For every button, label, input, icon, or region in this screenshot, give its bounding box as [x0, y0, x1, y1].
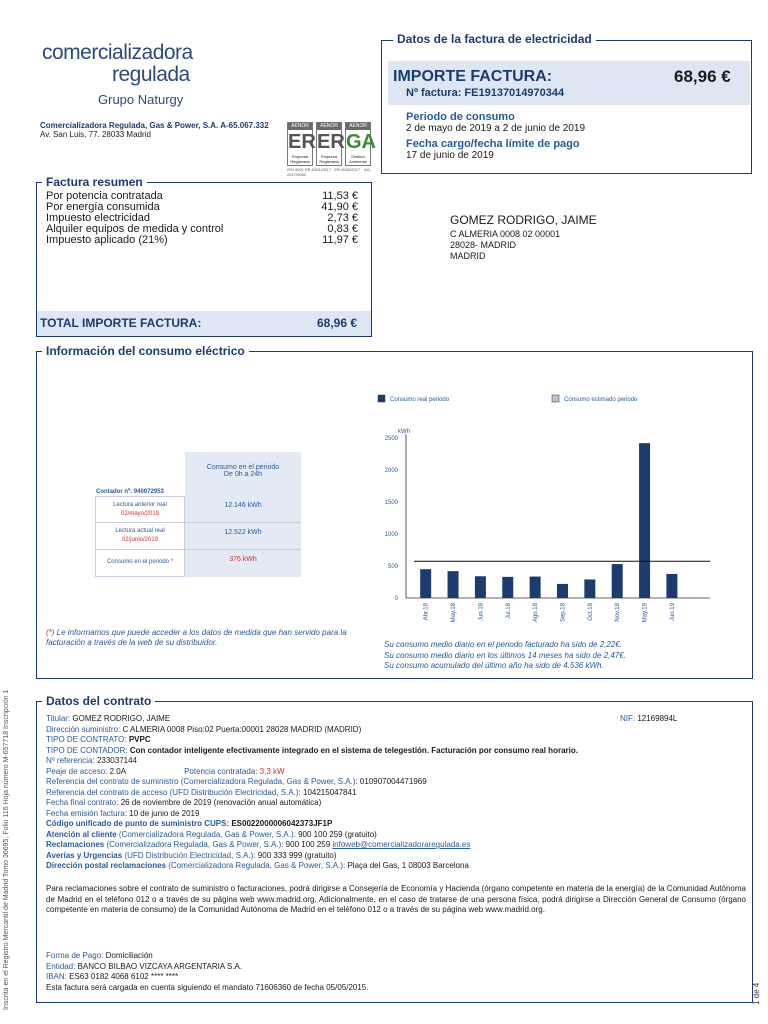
nif: NIF: 12169894L [620, 714, 678, 723]
logo-line1: comercializadora [42, 41, 193, 64]
legend-swatch [552, 395, 559, 402]
entidad: Entidad: BANCO BILBAO VIZCAYA ARGENTARIA S.A. [46, 961, 243, 971]
contrato-line: Atención al cliente (Comercializadora Regulada, Gas & Power, S.A.): 900 100 259 (gratuito) [46, 829, 377, 839]
y-tick-label: 2500 [384, 436, 398, 442]
resumen-items [46, 191, 358, 246]
contrato-line: Peaje de acceso: 2.0A Potencia contratada: 3,3 kW [46, 766, 285, 776]
contrato-line: Código unificado de punto de suministro CUPS: ES0022000006042373JF1P [46, 819, 333, 828]
consumption-chart [370, 388, 740, 628]
resumen-item: Por energía consumida 41,90 € [46, 201, 358, 213]
x-tick-label: Jun.18 [478, 603, 485, 622]
bar [530, 577, 541, 598]
lectura-anterior: Lectura anterior real 02/mayo/2019 [113, 502, 167, 517]
consumo-title: Información del consumo eléctrico [42, 344, 249, 358]
x-tick-label: Sep.18 [560, 603, 567, 623]
x-tick-label: Ago.18 [533, 603, 540, 623]
contrato-line: TIPO DE CONTADOR: Con contador inteligente efectivamente integrado en el sistema de telegestión. Facturación por consumo real horario. [46, 745, 578, 755]
legend-swatch [378, 395, 385, 402]
bar [502, 577, 513, 598]
bar [612, 564, 623, 598]
bar [475, 576, 486, 598]
contrato-line: Reclamaciones (Comercializadora Regulada, Gas & Power, S.A.): 900 100 259 infoweb@comercializadoraregulada.es [46, 840, 471, 849]
certification-logo: AENOR ER Empresa Registrada [317, 123, 345, 164]
customer-address: C ALMERIA 0008 02 00001 28028- MADRID MADRID [450, 229, 561, 261]
bar [584, 579, 595, 598]
contrato-title: Datos del contrato [42, 694, 155, 708]
contrato-line: Nº referencia: 233037144 [46, 756, 137, 765]
bar [639, 443, 650, 598]
x-tick-label: May.19 [642, 603, 649, 623]
table-header: Consumo en el periodo De 0h a 24h [206, 464, 280, 478]
contrato-line: Fecha emisión factura: 10 de junio de 2019 [46, 808, 200, 818]
total-label: TOTAL IMPORTE FACTURA: [40, 316, 202, 330]
bar [420, 569, 431, 598]
periodo-value: 2 de mayo de 2019 a 2 de junio de 2019 [406, 123, 586, 134]
y-axis-label: kWh [398, 429, 410, 435]
consumo-periodo-label: Consumo en el periodo * [106, 559, 174, 565]
contrato-line: TIPO DE CONTRATO: PVPC [46, 735, 151, 744]
summary-line: Su consumo acumulado del último año ha sido de 4.536 kWh. [384, 661, 604, 670]
table-divider [95, 549, 301, 550]
certification-logo: AENOR GA Gestión Ambiental [346, 123, 376, 164]
registry-side-text: Inscrita en el Registro Mercantil de Madrid Tomo 36695, Folio 116 Hoja número M-657718 Inscripción 1 [3, 689, 10, 1010]
summary-line: Su consumo medio diario en el periodo facturado ha sido de 2,22€. [384, 640, 622, 649]
contrato-line: Dirección postal reclamaciones (Comercializadora Regulada, Gas & Power, S.A.): Plaça del Gas, 1 08003 Barcelona [46, 861, 469, 870]
contrato-line: Fecha final contrato: 26 de noviembre de 2019 (renovación anual automática) [46, 798, 322, 807]
x-tick-label: Jun.19 [669, 603, 676, 622]
payment-info [46, 951, 646, 993]
consumo-summary [384, 640, 626, 672]
y-tick-label: 500 [387, 564, 398, 570]
reclamaciones-paragraph: Para reclamaciones sobre el contrato de suministro o facturaciones, podrá dirigirse a Consejería de Economía y Hacienda (órgano competente en materia de la energía) de la Comunidad Autónoma de Madrid en el teléfono 012 o a través de su página web www.madrid.org. Adicionalmente, en el caso de tratarse de una persona física, podrá dirigirse a Dirección General de Consumo (órgano competente en materia de consumo) de la Comunidad Autónoma de Madrid en el teléfono 012 o a través de su página web www.madrid.org. [46, 884, 746, 914]
lectura-anterior-value: 12.146 kWh [224, 502, 262, 509]
certification-logo: AENOR ER Empresa Registrada [288, 123, 316, 164]
certs-caption: ISO 9001 ER-0051/2017 · ER-0000/2017 · GA-2017/0063 [287, 167, 371, 177]
summary-line: Su consumo medio diario en los últimos 14 meses ha sido de 2,47€. [384, 650, 626, 660]
x-tick-label: Oct.18 [587, 603, 594, 621]
contrato-line: Averías y Urgencias (UFD Distribución Electricidad, S.A.): 900 333 999 (gratuito) [46, 850, 337, 860]
x-tick-label: May.18 [451, 603, 458, 623]
forma-pago: Forma de Pago: Domiciliación [46, 951, 153, 960]
importe-value: 68,96 € [674, 67, 731, 86]
invoice-number: Nº factura: FE19137014970344 [406, 87, 565, 99]
x-tick-label: Nov.18 [615, 603, 622, 622]
consumo-note: (*) Le informamos que puede acceder a los datos de medida que han servido para la facturación a través de la web de su distribuidor. [46, 628, 347, 647]
mandato: Esta factura será cargada en cuenta siguiendo el mandato 71606360 de fecha 05/05/2015. [46, 982, 369, 992]
table-divider [95, 522, 301, 523]
y-tick-label: 1500 [384, 500, 398, 506]
importe-label: IMPORTE FACTURA: [393, 68, 553, 85]
fecha-cargo-value: 17 de junio de 2019 [406, 150, 494, 161]
bar [557, 584, 568, 598]
contrato-line: Referencia del contrato de acceso (UFD Distribución Electricidad, S.A.): 104215047841 [46, 787, 357, 797]
fecha-cargo-label: Fecha cargo/fecha límite de pago [406, 138, 580, 150]
page-number: 1 de 4 [752, 982, 761, 1005]
logo-line2: regulada [112, 63, 190, 86]
y-tick-label: 0 [394, 596, 398, 602]
resumen-item: Impuesto aplicado (21%) 11,97 € [46, 234, 358, 246]
resumen-item: Por potencia contratada 11,53 € [46, 190, 358, 202]
contrato-lines [46, 714, 666, 872]
bar [666, 574, 677, 598]
contador-number: Contador nº: 940072953 [96, 489, 164, 495]
consumo-periodo-value: 376 kWh [229, 556, 257, 563]
legend-label: Consumo real periodo [390, 397, 450, 403]
resumen-item: Alquiler equipos de medida y control 0,83 € [46, 223, 358, 235]
contrato-line: Referencia del contrato de suministro (Comercializadora Regulada, Gas & Power, S.A.): 010907004471969 [46, 777, 427, 786]
email-link[interactable]: infoweb@comercializadoraregulada.es [332, 840, 471, 849]
contrato-line: Titular: GOMEZ RODRIGO, JAIME [46, 714, 171, 723]
x-tick-label: Abr.18 [423, 603, 430, 621]
iban: IBAN: ES63 0182 4068 6102 **** **** [46, 972, 179, 981]
invoice-section-title: Datos de la factura de electricidad [393, 32, 596, 46]
y-tick-label: 2000 [384, 468, 398, 474]
x-tick-label: Jul.18 [505, 603, 512, 620]
total-value: 68,96 € [317, 316, 358, 330]
y-tick-label: 1000 [384, 532, 398, 538]
legend-label: Consumo estimado periodo [564, 397, 638, 403]
periodo-label: Periodo de consumo [406, 111, 515, 123]
contrato-line: Dirección suministro: C ALMERIA 0008 Piso:02 Puerta:00001 28028 MADRID (MADRID) [46, 724, 362, 734]
lectura-actual: Lectura actual real 02/junio/2019 [115, 528, 165, 543]
resumen-title: Factura resumen [42, 175, 147, 189]
customer-name: GOMEZ RODRIGO, JAIME [450, 213, 597, 227]
company-name: Comercializadora Regulada, Gas & Power, S.A. A-65.067.332 [40, 121, 269, 130]
company-address: Av. San Luis, 77. 28033 Madrid [40, 130, 151, 139]
bar [448, 571, 459, 598]
logo-group: Grupo Naturgy [98, 92, 184, 107]
resumen-item: Impuesto electricidad 2,73 € [46, 212, 358, 224]
lectura-actual-value: 12.522 kWh [224, 529, 262, 536]
